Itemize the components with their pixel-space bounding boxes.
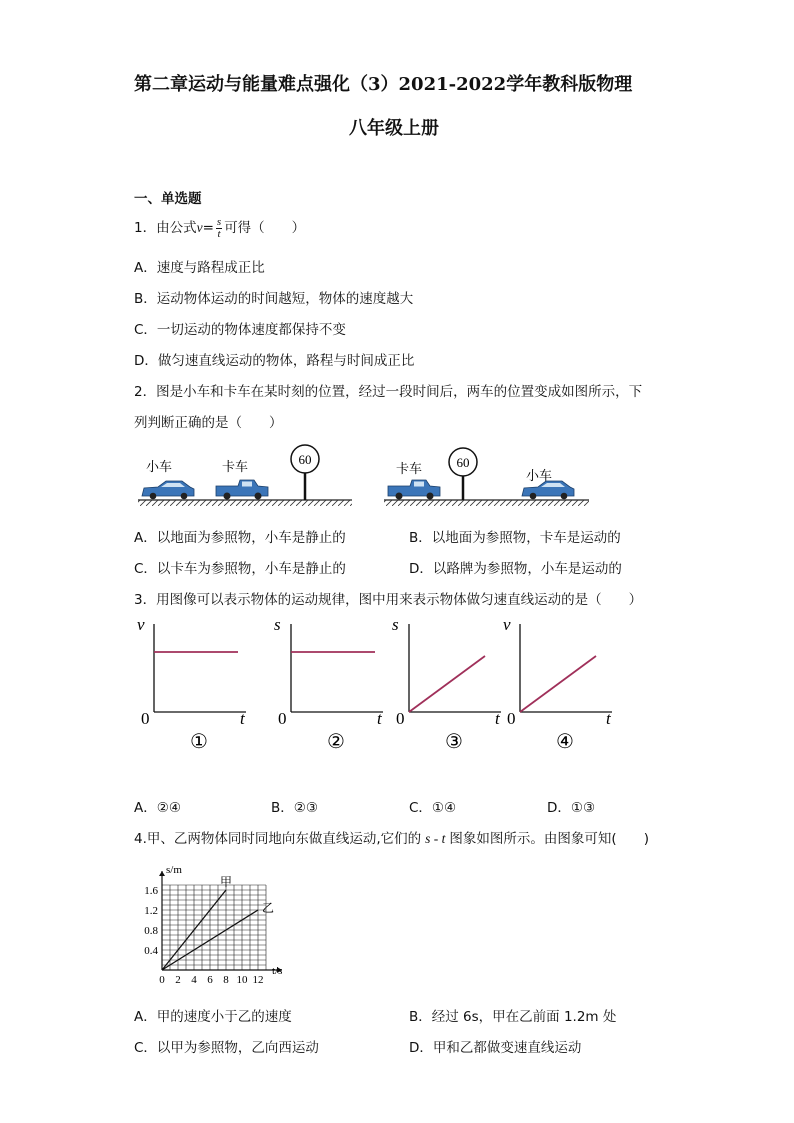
q1-fraction: [216, 217, 222, 240]
x-tick-label: 10: [236, 974, 248, 986]
x-tick-label: 12: [252, 974, 264, 986]
y-axis-arrow: [159, 871, 165, 876]
graph-caption: ④: [556, 731, 574, 753]
x-tick-label: 8: [223, 974, 229, 986]
q4-st-chart: [134, 856, 314, 992]
question-2-line1: 2．图是小车和卡车在某时刻的位置，经过一段时间后，两车的位置变成如图所示，下: [134, 384, 643, 400]
q3-option-d[interactable]: D．①③: [547, 800, 596, 816]
x-axis-label: t: [495, 709, 500, 728]
x-axis-label: t: [240, 709, 245, 728]
question-1: [134, 216, 305, 240]
q1-option-b[interactable]: B．运动物体运动的时间越短，物体的速度越大: [134, 291, 414, 307]
graph-caption: ②: [327, 731, 345, 753]
speed-sign-right-text: 60: [456, 455, 470, 470]
section-heading: 一、单选题: [134, 191, 202, 207]
question-2-line2: 列判断正确的是（ ）: [134, 415, 283, 431]
x-tick-label: 0: [159, 974, 165, 986]
q1-frac-den: t: [217, 227, 221, 240]
y-axis-label: s: [274, 615, 281, 634]
graph-line: [520, 656, 596, 712]
x-axis-label: t: [606, 709, 611, 728]
label-truck-right: 卡车: [396, 461, 423, 476]
q4-option-a[interactable]: A．甲的速度小于乙的速度: [134, 1009, 292, 1025]
origin-label: 0: [507, 709, 516, 728]
y-tick-label: 0.8: [144, 925, 158, 937]
truck-icon: [216, 480, 268, 500]
x-tick-label: 2: [175, 974, 181, 986]
q2-option-b[interactable]: B．以地面为参照物，卡车是运动的: [409, 530, 621, 546]
x-axis-label: t/s: [272, 965, 283, 977]
question-4: [134, 827, 649, 847]
q1-eq: =: [202, 220, 214, 236]
q3-option-c[interactable]: C．①④: [409, 800, 457, 816]
origin-label: 0: [278, 709, 287, 728]
q1-option-c[interactable]: C．一切运动的物体速度都保持不变: [134, 322, 346, 338]
y-tick-label: 1.2: [144, 905, 158, 917]
small-car-icon: [522, 481, 574, 499]
q1-frac-num: s: [216, 215, 222, 228]
graph-line: [409, 656, 485, 712]
q3-option-a[interactable]: A．②④: [134, 800, 181, 816]
origin-label: 0: [141, 709, 150, 728]
q3-graph-2: [274, 615, 383, 753]
label-small-car-left: 小车: [146, 459, 173, 474]
q3-graph-1: [137, 615, 246, 753]
label-small-car-right: 小车: [526, 468, 553, 483]
x-axis-label: t: [377, 709, 382, 728]
speed-sign-right: [449, 448, 477, 500]
graph-caption: ①: [190, 731, 208, 753]
q2-option-a[interactable]: A．以地面为参照物，小车是静止的: [134, 530, 346, 546]
x-tick-label: 6: [207, 974, 213, 986]
page-title-line1: 第二章运动与能量难点强化（3）2021-2022学年教科版物理: [134, 74, 633, 95]
small-car-icon: [142, 481, 194, 499]
label-truck-left: 卡车: [222, 459, 249, 474]
y-axis-label: s: [392, 615, 399, 634]
q1-var-v: v: [196, 220, 203, 235]
y-axis-label: s/m: [166, 864, 182, 876]
speed-sign-left-text: 60: [298, 452, 312, 467]
question-3: 3．用图像可以表示物体的运动规律，图中用来表示物体做匀速直线运动的是（ ）: [134, 592, 643, 608]
ground-right: [384, 500, 589, 506]
origin-label: 0: [396, 709, 405, 728]
x-tick-label: 4: [191, 974, 197, 986]
series-label: 甲: [220, 875, 233, 889]
y-axis-label: v: [503, 615, 511, 634]
q4-st: s - t: [425, 831, 446, 846]
series-label: 乙: [262, 901, 275, 915]
q1-option-d[interactable]: D．做匀速直线运动的物体，路程与时间成正比: [134, 353, 415, 369]
q4-text-a: 4.甲、乙两物体同时同地向东做直线运动,它们的: [134, 831, 422, 847]
graph-caption: ③: [445, 731, 463, 753]
q4-text-b: 图象如图所示。由图象可知( ): [449, 831, 649, 847]
y-tick-label: 1.6: [144, 885, 158, 897]
q1-prefix: 1．由公式: [134, 220, 197, 236]
y-tick-label: 0.4: [144, 945, 158, 957]
truck-icon: [388, 480, 440, 500]
q4-option-d[interactable]: D．甲和乙都做变速直线运动: [409, 1040, 582, 1056]
q2-traffic-figure: [134, 440, 594, 512]
speed-sign-left: [291, 445, 319, 500]
q4-option-b[interactable]: B．经过 6s，甲在乙前面 1.2m 处: [409, 1009, 617, 1025]
q2-option-d[interactable]: D．以路牌为参照物，小车是运动的: [409, 561, 622, 577]
q4-option-c[interactable]: C．以甲为参照物，乙向西运动: [134, 1040, 319, 1056]
q2-option-c[interactable]: C．以卡车为参照物，小车是静止的: [134, 561, 346, 577]
page-title-line2: 八年级上册: [349, 118, 439, 139]
q3-graph-4: [503, 615, 612, 753]
q1-suffix: 可得（ ）: [224, 220, 306, 236]
q3-option-b[interactable]: B．②③: [271, 800, 318, 816]
q3-graph-3: [392, 615, 501, 753]
q1-option-a[interactable]: A．速度与路程成正比: [134, 260, 265, 276]
ground-left: [138, 500, 352, 506]
q3-graphs: [134, 612, 634, 762]
y-axis-label: v: [137, 615, 145, 634]
